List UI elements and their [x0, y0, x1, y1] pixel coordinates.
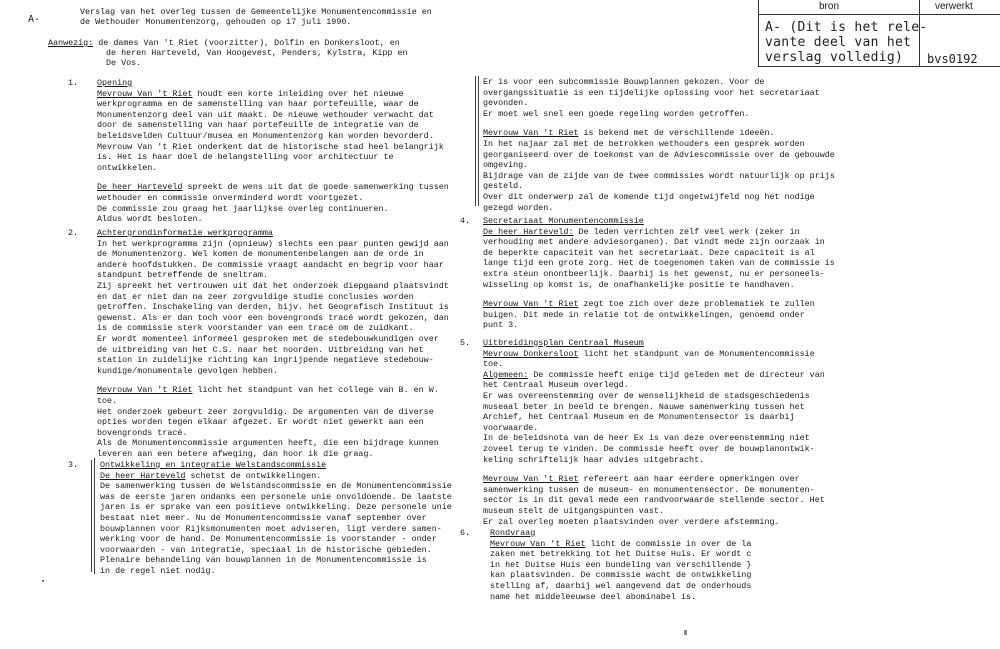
speaker-name: Mevrouw Van 't Riet	[483, 299, 579, 310]
text-line: bestaat niet meer. Nu de Monumentencommissie vanaf september over	[100, 512, 427, 523]
text-line: In het najaar zal met de betrokken wethouders een gesprek worden	[483, 138, 805, 149]
text-line: museum stelt de uitgangspunten vast.	[483, 505, 664, 516]
text-line: Archief, het Centraal Museum en de Monumentensector is daarbij	[483, 412, 795, 423]
section-1-p1-line-1	[97, 89, 449, 100]
text-line: voorwaarden - van integratie, speciaal in de historische gebieden.	[100, 544, 432, 555]
text-line: in het Duitse Huis een bundeling van verschillende }	[490, 559, 752, 570]
section-1-number: 1.	[67, 78, 78, 88]
section-4	[483, 216, 835, 331]
text-line: De samenwerking tussen de Welstandscommissie en de Monumentencommissie	[100, 481, 452, 492]
section-3-number: 3.	[67, 460, 78, 470]
section-1	[97, 78, 449, 225]
document-header-line-1: Verslag van het overleg tussen de Gemeentelijke Monumentencommissie en	[80, 7, 432, 17]
text-line: zaken met betrekking tot het Duitse Huis. Er wordt c	[490, 549, 752, 560]
text-line: omgeving.	[483, 160, 529, 171]
text-line: wisseling op komst is, de onafhankelijke positie te handhaven.	[483, 279, 795, 290]
text-line: de Monumentenzorg. Wel komen de monumentenbelangen aan de orde in	[97, 249, 424, 260]
speaker-name: Mevrouw Van 't Riet	[97, 385, 193, 396]
text-line: overgangssituatie is een tijdelijke oplossing voor het secretariaat	[483, 87, 820, 98]
text-line: andere hoofdstukken. De commissie vraagt aandacht en begrip voor haar	[97, 259, 444, 270]
section-3-p1-line-1	[100, 471, 452, 482]
text: De commissie heeft enige tijd geleden met de directeur van	[528, 369, 825, 380]
text-line: Er is voor een subcommissie Bouwplannen gekozen. Voor de	[483, 77, 765, 87]
section-4-p1-line-1	[483, 227, 835, 238]
section-3	[100, 460, 452, 577]
right-p2-line-1	[483, 128, 835, 139]
attendance-text-1: de dames Van 't Riet (voorzitter), Dolfin en Donkersloot, en	[93, 38, 400, 48]
text-line: standpunt betreffende de sneltram.	[97, 270, 268, 281]
section-5	[483, 338, 825, 527]
section-4-number: 4.	[459, 216, 470, 226]
text-line: Plenaire behandeling van bouwplannen in de Monumentencommissie is	[100, 555, 427, 566]
margin-bar	[94, 458, 95, 574]
speaker-name: Mevrouw Van 't Riet	[490, 538, 586, 549]
text: zegt toe zich over deze problematiek te zullen	[578, 299, 815, 310]
stamp-column-verwerkt: verwerkt	[935, 1, 973, 12]
text-line: gesteld.	[483, 181, 524, 192]
stamp-note-line-3: verslag volledig)	[765, 50, 904, 65]
section-3-continued	[483, 77, 835, 213]
text-line: station in zuidelijke richting kan ingrijpende negatieve stedebouw-	[97, 355, 434, 366]
text: refereert aan haar eerdere opmerkingen over	[578, 474, 800, 485]
text-line: werkprogramma en de samenstelling van haar portefeuille, waar de	[97, 99, 419, 110]
attendance-label: Aanwezig:	[48, 38, 94, 48]
text-line: Het onderzoek gebeurt zeer zorgvuldig. De argumenten van de diverse	[97, 406, 434, 417]
text-line: het Centraal Museum overlegd.	[483, 380, 629, 391]
text-line: kundige/monumentale gevolgen hebben.	[97, 365, 278, 376]
text-line: sector is in dit geval mede een randvoorwaarde stellende sector. Het	[483, 495, 825, 506]
section-2-p2-line-1	[97, 385, 449, 396]
text-line: in de regel niet nodig.	[100, 565, 216, 576]
section-4-title: Secretariaat Monumentencommissie	[483, 216, 644, 226]
section-6	[490, 528, 751, 602]
section-4-p2-line-1	[483, 299, 835, 310]
text-line: Monumentenzorg deel van uit maakt. De nieuwe wethouder verwacht dat	[97, 109, 434, 120]
text-line: Er moet wel snel een goede regeling worden getroffen.	[483, 108, 750, 119]
text-line: lange tijd een grote zorg. Het de toegenomen taken van de commissie is	[483, 258, 835, 269]
text-line: voorwaarde.	[483, 422, 539, 433]
margin-mark: A-	[28, 14, 41, 25]
document-header-line-2: de Wethouder Monumentenzorg, gehouden op 17 juli 1990.	[80, 17, 352, 27]
text: houdt een korte inleiding over het nieuwe	[192, 88, 404, 99]
section-5-p3-line-1	[483, 474, 825, 485]
section-2-number: 2.	[67, 228, 78, 238]
section-2-title: Achtergrondinformatie werkprogramma	[97, 228, 273, 238]
text-line: gewenst. Als er dan toch voor een bovengronds tracé wordt gekozen, dan	[97, 312, 449, 323]
text-line: verhouding met andere adviesorganen). Dat vindt mede zijn oorzaak in	[483, 237, 825, 248]
speaker-name: Mevrouw Van 't Riet	[483, 474, 579, 485]
speaker-name: De heer Harteveld:	[483, 226, 574, 237]
text-line: en dat er niet dan na zeer zorgvuldige studie conclusies worden	[97, 291, 414, 302]
text-line: ontwikkelen.	[97, 162, 158, 173]
text-line: Aldus wordt besloten.	[97, 214, 203, 225]
text-line: toe.	[483, 359, 504, 370]
text-line: Er zal overleg moeten plaatsvinden over verdere afstemming.	[483, 516, 780, 527]
speaker-name: Mevrouw Donkersloot	[483, 348, 579, 359]
scan-speck	[42, 580, 44, 582]
archive-stamp	[758, 0, 1000, 67]
speaker-name: Mevrouw Van 't Riet	[483, 128, 579, 139]
text-line: samenwerking tussen de museum- en monumentensector. De monumenten-	[483, 484, 815, 495]
text-line: wethouder en commissie onverminderd wordt voortgezet.	[97, 192, 364, 203]
stamp-code: bvs0192	[927, 52, 978, 66]
topic-label: Algemeen:	[483, 369, 529, 380]
margin-bar	[478, 76, 479, 206]
section-5-p2-line-1	[483, 370, 825, 381]
text-line: bouwplannen voor Rijksmonumenten moet adviseren, ligt verdere samen-	[100, 523, 442, 534]
speaker-name: De heer Harteveld	[97, 182, 183, 193]
text: De leden verrichten zelf veel werk (zeker in	[573, 226, 800, 237]
attendance-line-2: de heren Harteveld, Van Hoogevest, Penders, Kylstra, Kipp en	[106, 48, 408, 58]
text-line: was de eerste jaren ondanks een personele unie onvoldoende. De laatste	[100, 491, 452, 502]
text-line: getroffen. Inschakeling van derden, bijv. het Geografisch Instituut is	[97, 302, 449, 313]
text-line: bovengronds tracé.	[97, 427, 188, 438]
text-line: zoveel terug te vinden. De commissie heeft over de bouwplanontwik-	[483, 443, 815, 454]
text-line: de beperkte capaciteit van het secretariaat. Deze capaciteit is al	[483, 247, 815, 258]
text-line: toe.	[97, 395, 118, 406]
section-5-p1-line-1	[483, 349, 825, 360]
text-line: gevonden.	[483, 98, 529, 109]
stamp-note-line-1: A- (Dit is het rele-	[765, 20, 928, 35]
text-line: Over dit onderwerp zal de komende tijd ongetwijfeld nog het nodige	[483, 191, 815, 202]
attendance-line-3: De Vos.	[106, 58, 142, 68]
text-line: Er was overeenstemming over de wenselijkheid de stadsgeschiedenis	[483, 390, 810, 401]
text-line: buigen. Dit mede in relatie tot de ontwikkelingen, genoemd onder	[483, 309, 805, 320]
speaker-name: Mevrouw Van 't Riet	[97, 88, 193, 99]
text: licht het standpunt van het college van B. en W.	[192, 385, 439, 396]
text-line: jaren is er sprake van een positieve ontwikkeling. Deze personele unie	[100, 502, 452, 513]
attendance-line-1	[48, 38, 400, 49]
text-line: punt 3.	[483, 320, 519, 331]
text-line: gezegd worden.	[483, 202, 554, 213]
text-line: is de commissie sterk voorstander van een tracé om de zuidkant.	[97, 323, 414, 334]
text-line: werking voor de hand. De Monumentencommissie is voorstander - onder	[100, 534, 437, 545]
text: licht het standpunt van de Monumentencommissie	[578, 348, 815, 359]
text: schetst de ontwikkelingen.	[185, 470, 322, 481]
margin-bar	[91, 460, 92, 572]
section-2	[97, 228, 449, 459]
text-line: beleidsvelden Cultuur/musea en Monumentenzorg kan worden bevorderd.	[97, 130, 434, 141]
text-line: extra steun onontbeerlijk. Daarbij is het gewenst, nu er personeels-	[483, 268, 825, 279]
scan-speck	[684, 630, 687, 635]
margin-bar	[475, 76, 476, 206]
section-5-title: Uitbreidingsplan Centraal Museum	[483, 338, 644, 348]
text-line: De commissie zou graag het jaarlijkse overleg continueren.	[97, 203, 389, 214]
text: is bekend met de verschillende ideeën.	[578, 128, 775, 139]
section-6-title: Rondvraag	[490, 528, 536, 538]
text-line: Er wordt momenteel informeel gesproken met de stedebouwkundigen over	[97, 333, 439, 344]
text: licht de commissie in over de la	[585, 538, 752, 549]
text-line: Zij spreekt het vertrouwen uit dat het onderzoek diepgaand plaatsvindt	[97, 280, 449, 291]
section-1-title: Opening	[97, 78, 133, 88]
stamp-note-line-2: vante deel van het	[765, 35, 912, 50]
text-line: opties worden tegen elkaar afgezet. Er wordt niet gewerkt aan een	[97, 417, 424, 428]
text-line: In de beleidsnota van de heer Ex is van deze overeenstemming niet	[483, 433, 810, 444]
text-line: name het middeleeuwse deel abominabel is.	[490, 591, 697, 602]
text-line: leveren aan een betere afweging, dan hoor ik die graag.	[97, 448, 374, 459]
speaker-name: De heer Harteveld	[100, 470, 186, 481]
text-line: Mevrouw Van 't Riet onderkent dat de historische stad heel belangrijk	[97, 141, 444, 152]
section-1-p2-line-1	[97, 182, 449, 193]
text-line: door de samenstelling van haar portefeuille de integratie van de	[97, 120, 419, 131]
section-6-p1-line-1	[490, 539, 751, 550]
section-3-title: Ontwikkeling en integratie Welstandscommissie	[100, 460, 327, 470]
text-line: de uitbreiding van het C.S. naar het noorden. Uitbreiding van het	[97, 344, 424, 355]
text-line: stelling af, daarbij wel aangevend dat de onderhouds	[490, 580, 752, 591]
text: spreekt de wens uit dat de goede samenwerking tussen	[182, 182, 449, 193]
text-line: kan plaatsvinden. De commissie wacht de ontwikkeling	[490, 570, 752, 581]
section-6-number: 6.	[459, 528, 470, 538]
text-line: In het werkprogramma zijn (opnieuw) slechts een paar punten gewijd aan	[97, 238, 449, 249]
text-line: Als de Monumentencommissie argumenten heeft, die een bijdrage kunnen	[97, 438, 439, 449]
stamp-column-bron: bron	[819, 1, 840, 12]
text-line: is. Het is haar doel de belangstelling voor architectuur te	[97, 152, 394, 163]
section-5-number: 5.	[459, 338, 470, 348]
text-line: museaal beter in beeld te brengen. Nauwe samenwerking tussen het	[483, 401, 805, 412]
text-line: keling schriftelijk haar advies uitgebracht.	[483, 454, 705, 465]
text-line: Bijdrage van de zijde van de twee commissies wordt natuurlijk op prijs	[483, 170, 835, 181]
text-line: georganiseerd over de toekomst van de Adviescommissie over de gebouwde	[483, 149, 835, 160]
